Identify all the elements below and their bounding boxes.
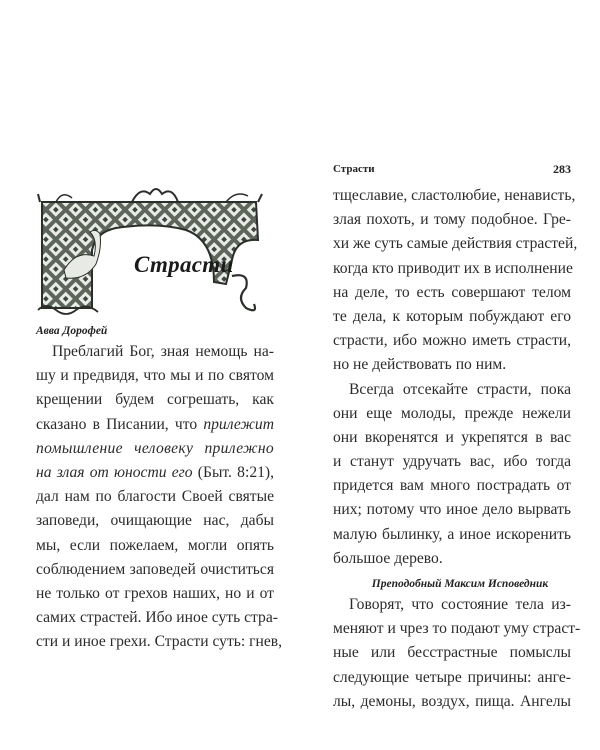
text-line: них; потому что иное дело вырвать (333, 501, 571, 519)
text-line: шу и предвидя, что мы и по святом (36, 367, 274, 385)
text-line: когда кто приводит их в исполнение (333, 259, 573, 277)
left-text-block (36, 322, 283, 654)
text-line: следующие четыре причины: анге- (333, 668, 571, 686)
text-line: они вкоренятся и укрепятся в вас (333, 428, 571, 446)
text-line: меняют и чрез то подают уму страст- (333, 620, 581, 638)
text-line: они еще молоды, прежде нежели (333, 404, 571, 422)
text-line: и станут удручать вас, ибо тогда (333, 453, 571, 471)
scripture-quote: на злая от юности его (36, 463, 193, 481)
text-line: мы, если пожелаем, могли опять (36, 536, 274, 554)
text-line: Всегда отсекайте страсти, пока (349, 380, 571, 398)
chapter-title: Страсти (134, 252, 234, 277)
text-line: страсти, ибо можно иметь страсти, (333, 332, 571, 350)
text-line: большое дерево. (333, 549, 443, 567)
text-line: ные или бесстрастные помыслы (333, 644, 571, 662)
text-line: придется вам много пострадать от (333, 477, 571, 495)
text-line (36, 413, 274, 437)
text-span: сказано в Писании, что (36, 415, 204, 433)
text-line: соблюдением заповедей очиститься (36, 560, 274, 578)
scripture-quote-line: помышление человеку прилежно (36, 439, 274, 457)
text-line: злая похоть, и тому подобное. Гре- (333, 211, 571, 229)
text-line: самих страстей. Ибо иное суть стра- (36, 609, 278, 627)
text-line: дал нам по благости Своей святые (36, 488, 274, 506)
right-text-block (333, 184, 581, 714)
text-line: тщеславие, сластолюбие, ненависть, (333, 187, 576, 204)
text-line: но не действовать по ним. (333, 356, 507, 374)
text-line: хи же суть самые действия страстей, (333, 235, 578, 253)
text-line: на деле, то есть совершают телом (333, 283, 571, 301)
text-line (36, 461, 274, 485)
text-line: Говорят, что состояние тела из- (349, 596, 571, 613)
scripture-reference: (Быт. 8:21), (192, 463, 274, 481)
text-line: заповеди, очищающие нас, дабы (36, 512, 274, 530)
text-line: те дела, к которым побуждают его (333, 307, 571, 325)
text-line: крещении будем согрешать, как (36, 391, 274, 409)
author-attribution: Преподобный Максим Исповедник (371, 578, 549, 590)
text-line: малую былинку, а иное искоренить (333, 525, 571, 543)
text-line: Преблагий Бог, зная немощь на- (52, 343, 274, 360)
text-line: сти и иное грехи. Страсти суть: гнев, (36, 633, 283, 651)
scripture-quote: прилежит (203, 415, 274, 433)
ornament-frame-icon (36, 180, 266, 315)
running-head-title: Страсти (333, 163, 375, 175)
author-attribution: Авва Дорофей (36, 325, 108, 337)
text-line: не только от грехов наших, но и от (36, 584, 274, 602)
running-head (333, 160, 571, 180)
page-number: 283 (553, 162, 571, 176)
text-line: лы, демоны, воздух, пища. Ангелы (333, 692, 571, 710)
